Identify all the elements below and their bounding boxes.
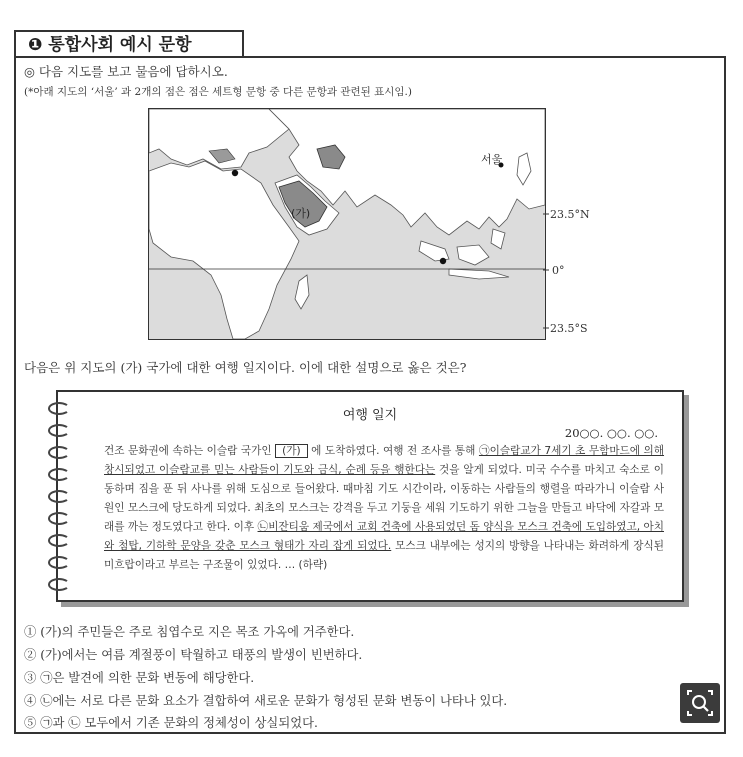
- lat-equator-label: 0°: [552, 264, 565, 277]
- journal-date: 20○○. ○○. ○○.: [564, 426, 658, 440]
- instruction-text: ◎ 다음 지도를 보고 물음에 답하시오.: [24, 64, 228, 79]
- journal-text-1: 건조 문화권에 속하는 이슬람 국가인: [104, 445, 272, 457]
- journal-text-3: 것을 알게 되었다. 미국 수수를 마치고 숙소로 이동하며 짐을 푼 뒤 사나를 위해 도심으로 들어왔다. 때마침 기도 시간이라, 이동하는 사람들의 행렬을 따라가니 이슬람 사원인 모스크에 당도하게 되었다. 최초의 모스크는 강격을 두고 기둥을 세워 기도하기 위한 그늘을 만들고 바닥에 자갈과 모래를 까는 정도였다고 한다. 이후: [104, 464, 665, 533]
- journal-body: [104, 442, 664, 575]
- map-graphic: [149, 109, 545, 339]
- map-label-ga: (가): [291, 207, 311, 220]
- option-2[interactable]: ② (가)에서는 여름 계절풍이 탁월하고 태풍의 발생이 빈번하다.: [24, 648, 363, 662]
- lat-north-label: 23.5°N: [550, 208, 590, 221]
- journal-text-4: 모스크 내부에는 성지의 방향을 나타내는 화려하게 장식된 미흐랍이라고 부르는 구조물이 있었다. … (하략): [104, 540, 664, 571]
- option-1[interactable]: ① (가)의 주민들은 주로 침엽수로 지은 목조 가옥에 거주한다.: [24, 625, 355, 639]
- lat-ticks: [543, 108, 553, 348]
- map-note-text: (*아래 지도의 ‘서울’ 과 2개의 점은 점은 세트형 문항 중 다른 문항과 관련된 표시임.): [24, 86, 412, 98]
- zoom-button[interactable]: [680, 683, 720, 723]
- option-3[interactable]: ③ ㉠은 발견에 의한 문화 변동에 해당한다.: [24, 671, 255, 685]
- journal-underline-2: ㉡비잔티움 제국에서 교회 건축에 사용되었던 돔 양식을 모스크 건축에 도입하였고, 아치와 첨탑, 기하학 문양을 갖춘 모스크 형태가 자리 잡게 되었다.: [104, 521, 664, 552]
- travel-journal: [56, 390, 684, 602]
- option-4[interactable]: ④ ㉡에는 서로 다른 문화 요소가 결합하여 새로운 문화가 형성된 문화 변동이 나타나 있다.: [24, 694, 508, 708]
- journal-underline-1: ㉠이슬람교가 7세기 초 무함마드에 의해 창시되었고 이슬람교를 믿는 사람들이 기도와 금식, 순례 등을 행한다는: [104, 445, 665, 476]
- question-prompt: 다음은 위 지도의 (가) 국가에 대한 여행 일지이다. 이에 대한 설명으로 옳은 것은?: [24, 360, 467, 375]
- section-title: ❶ 통합사회 예시 문항: [14, 30, 244, 56]
- journal-text-2: 에 도착하였다. 여행 전 조사를 통해: [311, 445, 476, 457]
- lat-south-label: 23.5°S: [550, 322, 588, 335]
- journal-country-box: (가): [275, 444, 308, 458]
- world-map: [148, 108, 546, 340]
- option-5[interactable]: ⑤ ㉠과 ㉡ 모두에서 기존 문화의 정체성이 상실되었다.: [24, 716, 318, 730]
- zoom-magnifier-icon: [680, 683, 720, 723]
- journal-title: 여행 일지: [342, 408, 398, 423]
- map-label-seoul: 서울: [481, 153, 503, 166]
